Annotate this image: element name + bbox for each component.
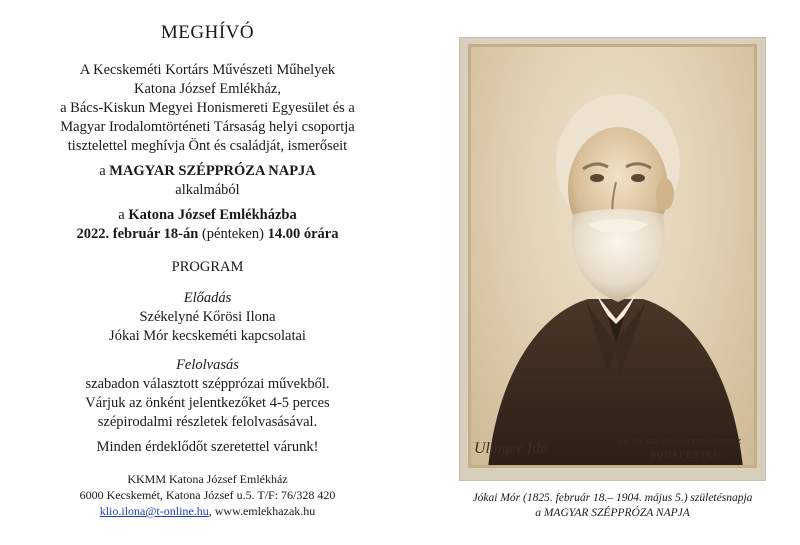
- portrait-illustration: [468, 44, 757, 468]
- program-heading: PROGRAM: [171, 259, 244, 275]
- venue-line: [0, 206, 415, 225]
- reading-label: Felolvasás: [176, 357, 239, 373]
- occasion-line: [0, 162, 415, 181]
- reading-line-2: Várjuk az önként jelentkezőket 4-5 perces: [85, 395, 330, 411]
- lecturer-name: Székelyné Kőrösi Ilona: [139, 309, 276, 325]
- occasion-prefix: a: [99, 163, 110, 179]
- contact-separator: ,: [208, 504, 215, 518]
- host-line-2: Katona József Emlékház,: [134, 81, 281, 97]
- studio-city: BUDAPESTEN.: [650, 450, 725, 460]
- event-time: 14.00 órára: [267, 226, 339, 242]
- website-text: www.emlekhazak.hu: [214, 504, 316, 518]
- event-weekday: (pénteken): [198, 226, 268, 242]
- venue-name: Katona József Emlékházba: [128, 207, 297, 223]
- photo-caption-line-2: a MAGYAR SZÉPPRÓZA NAPJA: [535, 507, 690, 519]
- footer-address: 6000 Kecskemét, Katona József u.5. T/F: 76/328 420: [79, 488, 336, 502]
- venue-prefix: a: [118, 207, 129, 223]
- occasion-name: MAGYAR SZÉPPRÓZA NAPJA: [109, 163, 316, 179]
- event-date: 2022. február 18-án: [76, 226, 199, 242]
- host-line-1: A Kecskeméti Kortárs Művészeti Műhelyek: [79, 62, 336, 78]
- lecture-title: Jókai Mór kecskeméti kapcsolatai: [109, 328, 306, 344]
- email-link[interactable]: klio.ilona@t-online.hu: [99, 504, 209, 518]
- portrait-photo: [468, 44, 757, 468]
- photographer-signature: Ulmger Ide: [474, 440, 548, 457]
- footer-contacts: [0, 503, 415, 519]
- occasion-suffix: alkalmából: [175, 182, 240, 198]
- photo-caption-line-1: Jókai Mór (1825. február 18.– 1904. május 5.) születésnapja: [472, 492, 753, 504]
- reading-line-3: szépirodalmi részletek felolvasásával.: [97, 414, 318, 430]
- date-line: [0, 225, 415, 244]
- welcome-line: Minden érdeklődőt szeretettel várunk!: [96, 439, 319, 455]
- lecture-label: Előadás: [183, 290, 232, 306]
- portrait-card: [460, 38, 765, 480]
- reading-line-1: szabadon választott szépprózai művekből.: [85, 376, 330, 392]
- footer-org: KKMM Katona József Emlékház: [127, 472, 288, 486]
- studio-line: CS. ÉS KIR. UDVARI FÉNYKÉPÉSZ: [618, 439, 742, 446]
- invitation-title: MEGHÍVÓ: [160, 22, 255, 43]
- host-line-3: a Bács-Kiskun Megyei Honismereti Egyesület és a: [60, 100, 355, 116]
- host-line-4: Magyar Irodalomtörténeti Társaság helyi csoportja: [60, 119, 355, 135]
- host-line-5: tisztelettel meghívja Önt és családját, ismerőseit: [67, 138, 348, 154]
